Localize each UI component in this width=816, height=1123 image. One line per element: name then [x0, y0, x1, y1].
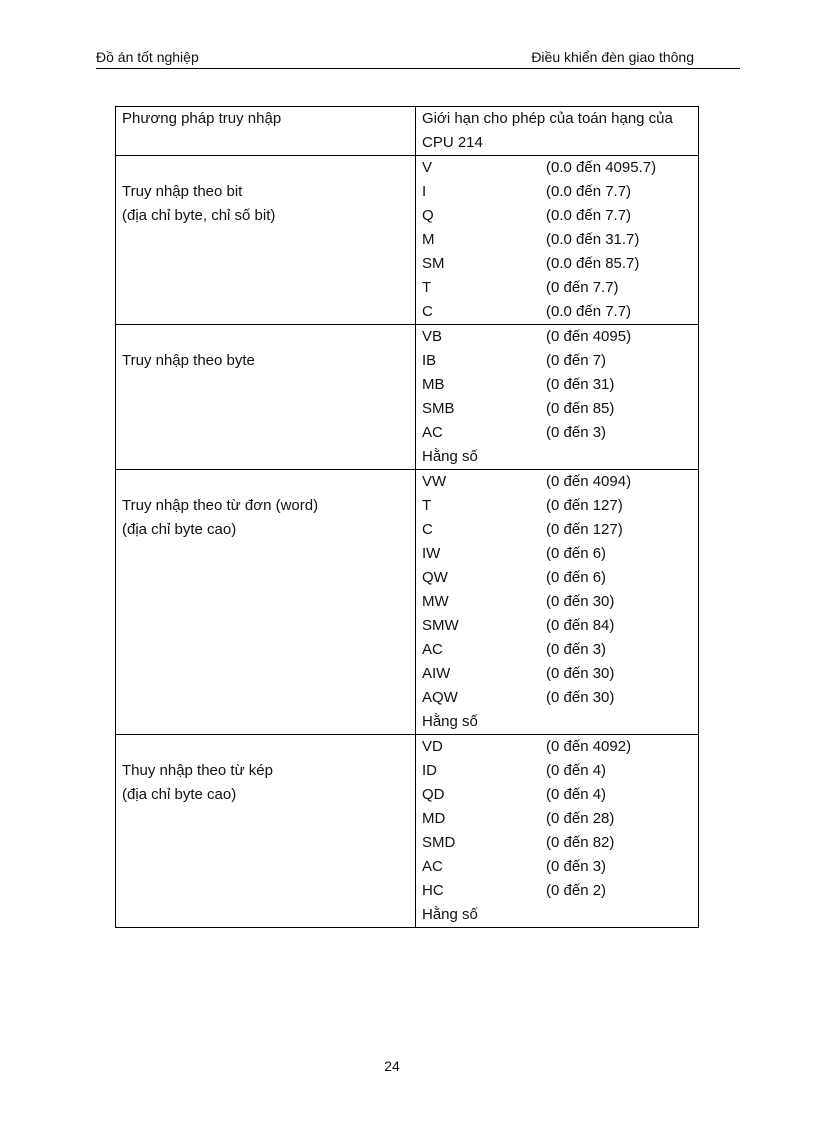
operand-row	[422, 735, 698, 759]
table-row-byte	[116, 325, 699, 470]
method-group-1	[122, 325, 415, 373]
operand-range: (0 đến 6)	[546, 569, 607, 586]
operand-range: (0 đến 4)	[546, 762, 607, 779]
operand-name: AC	[422, 424, 443, 441]
operand-name: AC	[422, 858, 443, 875]
operand-range: (0.0 đến 85.7)	[546, 255, 640, 272]
operand-row	[422, 445, 698, 469]
operand-row	[422, 156, 698, 180]
operand-row	[422, 228, 698, 252]
operand-row	[422, 831, 698, 855]
operand-range: (0 đến 30)	[546, 593, 615, 610]
operand-name: IW	[422, 545, 441, 562]
operand-range: (0 đến 30)	[546, 665, 615, 682]
header-cell-method	[116, 107, 416, 156]
method-line: Truy nhập theo từ đơn (word)	[122, 497, 319, 514]
operand-name: AC	[422, 641, 443, 658]
operand-row	[422, 373, 698, 397]
operand-range: (0 đến 2)	[546, 882, 607, 899]
operand-range: (0.0 đến 7.7)	[546, 303, 632, 320]
header-right-title: Điều khiển đèn giao thông	[531, 49, 694, 65]
method-line: Truy nhập theo bit	[122, 183, 243, 200]
operand-row	[422, 566, 698, 590]
method-group-2	[122, 470, 415, 542]
operand-row	[422, 807, 698, 831]
operand-range: (0 đến 85)	[546, 400, 615, 417]
operand-range: (0 đến 30)	[546, 689, 615, 706]
operand-name: QD	[422, 786, 445, 803]
operand-name: SMW	[422, 617, 459, 634]
operand-name: AIW	[422, 665, 451, 682]
operand-range: (0 đến 3)	[546, 424, 607, 441]
operand-row	[422, 397, 698, 421]
limits-cell	[416, 735, 699, 928]
method-line: (địa chỉ byte cao)	[122, 521, 237, 538]
operand-range: (0 đến 4)	[546, 786, 607, 803]
limits-cell	[416, 470, 699, 735]
method-line: (địa chỉ byte cao)	[122, 786, 237, 803]
method-line: (địa chỉ byte, chỉ số bit)	[122, 207, 276, 224]
operand-name: VD	[422, 738, 443, 755]
page-header	[96, 48, 740, 69]
operand-row	[422, 180, 698, 204]
method-line: Thuy nhập theo từ kép	[122, 762, 273, 779]
operand-range: (0 đến 4095)	[546, 328, 632, 345]
operand-range: (0 đến 84)	[546, 617, 615, 634]
operand-row	[422, 276, 698, 300]
operand-range: (0 đến 7)	[546, 352, 607, 369]
method-group-3	[122, 735, 415, 807]
header-left-title: Đồ án tốt nghiệp	[96, 49, 199, 65]
operand-row	[422, 494, 698, 518]
operand-row	[422, 518, 698, 542]
operand-name: AQW	[422, 689, 458, 706]
operand-range: (0.0 đến 7.7)	[546, 183, 632, 200]
operand-range: (0.0 đến 31.7)	[546, 231, 640, 248]
header-cell-limits	[416, 107, 699, 156]
operand-name: C	[422, 521, 433, 538]
operand-name: T	[422, 497, 432, 514]
operand-name: MB	[422, 376, 445, 393]
operand-row	[422, 614, 698, 638]
limits-cell	[416, 156, 699, 325]
operand-name: Q	[422, 207, 434, 224]
operand-row	[422, 686, 698, 710]
operand-name: SM	[422, 255, 445, 272]
operands-group-1	[422, 325, 698, 469]
operand-row	[422, 662, 698, 686]
operand-range: (0 đến 3)	[546, 641, 607, 658]
operand-row	[422, 710, 698, 734]
table-row-bit	[116, 156, 699, 325]
operand-row	[422, 252, 698, 276]
operands-group-3	[422, 735, 698, 927]
operand-name: ID	[422, 762, 437, 779]
operand-range: (0 đến 82)	[546, 834, 615, 851]
operand-row	[422, 204, 698, 228]
operand-range: (0 đến 7.7)	[546, 279, 619, 296]
operand-row	[422, 879, 698, 903]
operands-group-2	[422, 470, 698, 734]
column-header-limits: Giới hạn cho phép của toán hạng của CPU 214	[422, 110, 673, 151]
operand-range: (0.0 đến 4095.7)	[546, 159, 657, 176]
operand-range: (0.0 đến 7.7)	[546, 207, 632, 224]
operand-name: Hằng số	[422, 448, 478, 465]
operand-name: C	[422, 303, 433, 320]
operand-row	[422, 855, 698, 879]
operand-row	[422, 903, 698, 927]
operand-row	[422, 759, 698, 783]
table-header-row	[116, 107, 699, 156]
operand-name: IB	[422, 352, 437, 369]
operand-name: I	[422, 183, 427, 200]
operand-name: M	[422, 231, 435, 248]
operand-name: SMB	[422, 400, 455, 417]
method-cell	[116, 325, 416, 470]
operand-limits-table	[115, 106, 699, 928]
operand-name: MD	[422, 810, 446, 827]
operand-row	[422, 349, 698, 373]
operand-name: VB	[422, 328, 443, 345]
operand-row	[422, 421, 698, 445]
operand-name: MW	[422, 593, 449, 610]
method-cell	[116, 735, 416, 928]
operand-range: (0 đến 127)	[546, 521, 623, 538]
operand-name: V	[422, 159, 433, 176]
table-row-dword	[116, 735, 699, 928]
method-cell	[116, 470, 416, 735]
operand-name: Hằng số	[422, 906, 478, 923]
table-row-word	[116, 470, 699, 735]
operand-range: (0 đến 4092)	[546, 738, 632, 755]
operand-row	[422, 470, 698, 494]
operand-range: (0 đến 4094)	[546, 473, 632, 490]
method-group-0	[122, 156, 415, 228]
column-header-method: Phương pháp truy nhập	[122, 110, 282, 127]
page-number: 24	[384, 1058, 400, 1074]
operand-name: VW	[422, 473, 447, 490]
operand-row	[422, 590, 698, 614]
operand-range: (0 đến 3)	[546, 858, 607, 875]
operand-name: T	[422, 279, 432, 296]
operand-name: HC	[422, 882, 444, 899]
operand-row	[422, 638, 698, 662]
operand-range: (0 đến 127)	[546, 497, 623, 514]
operand-name: Hằng số	[422, 713, 478, 730]
operand-name: QW	[422, 569, 448, 586]
operand-row	[422, 325, 698, 349]
operands-group-0	[422, 156, 698, 324]
operand-row	[422, 783, 698, 807]
operand-range: (0 đến 6)	[546, 545, 607, 562]
operand-row	[422, 300, 698, 324]
operand-range: (0 đến 31)	[546, 376, 615, 393]
operand-name: SMD	[422, 834, 456, 851]
operand-range: (0 đến 28)	[546, 810, 615, 827]
method-line: Truy nhập theo byte	[122, 352, 255, 369]
method-cell	[116, 156, 416, 325]
operand-row	[422, 542, 698, 566]
limits-cell	[416, 325, 699, 470]
